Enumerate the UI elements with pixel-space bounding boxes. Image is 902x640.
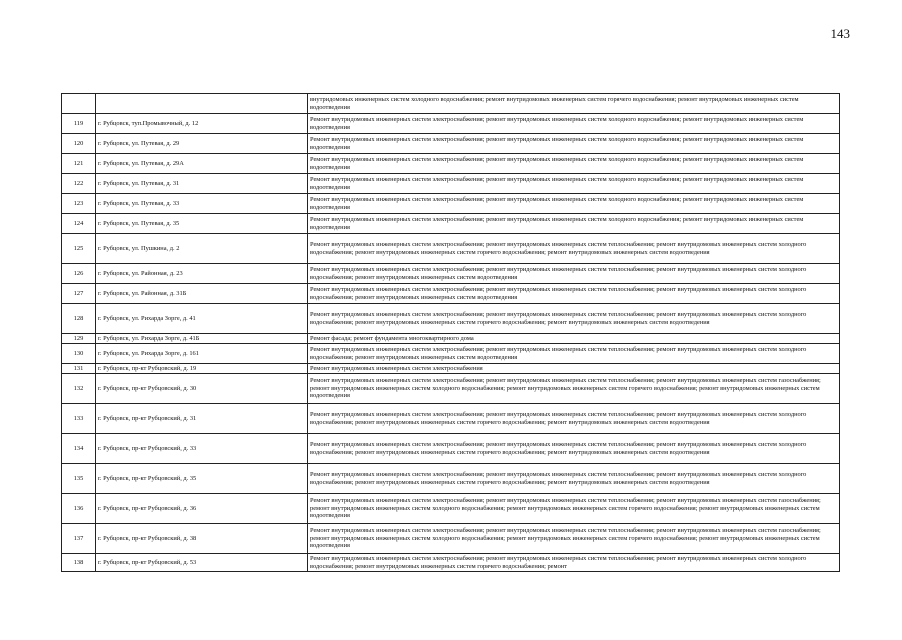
row-number: 137 xyxy=(62,524,96,554)
row-number xyxy=(62,94,96,114)
table-row xyxy=(62,264,840,284)
row-address xyxy=(96,94,308,114)
row-work-list: Ремонт внутридомовых инженерных систем электроснабжения; ремонт внутридомовых инженерных систем теплоснабжения; ремонт внутридомовых инженерных систем холодного водоснабжения; ремонт внутридомовых инженерных систем горячего водоснабжения; ремонт внутридомовых инженерных систем водоотведения xyxy=(308,304,840,334)
row-number: 136 xyxy=(62,494,96,524)
table-row xyxy=(62,494,840,524)
row-address: г. Рубцовск, ул. Путевая, д. 29 xyxy=(96,134,308,154)
row-work-list: Ремонт внутридомовых инженерных систем электроснабжения; ремонт внутридомовых инженерных систем теплоснабжения; ремонт внутридомовых инженерных систем холодного водоснабжения; ремонт внутридомовых инженерных систем горячего водоснабжения; ремонт xyxy=(308,554,840,572)
row-number: 130 xyxy=(62,344,96,364)
table-row xyxy=(62,114,840,134)
row-work-list: Ремонт внутридомовых инженерных систем электроснабжения; ремонт внутридомовых инженерных систем холодного водоснабжения; ремонт внутридомовых инженерных систем водоотведения xyxy=(308,154,840,174)
row-number: 128 xyxy=(62,304,96,334)
row-number: 127 xyxy=(62,284,96,304)
row-work-list: Ремонт внутридомовых инженерных систем электроснабжения; ремонт внутридомовых инженерных систем теплоснабжения; ремонт внутридомовых инженерных систем холодного водоснабжения; ремонт внутридомовых инженерных систем горячего водоснабжения; ремонт внутридомовых инженерных систем водоотведения xyxy=(308,404,840,434)
row-address: г. Рубцовск, ул. Рихарда Зорге, д. 41 xyxy=(96,304,308,334)
table-row xyxy=(62,524,840,554)
row-number: 123 xyxy=(62,194,96,214)
row-address: г. Рубцовск, ул. Путевая, д. 33 xyxy=(96,194,308,214)
row-address: г. Рубцовск, пр-кт Рубцовский, д. 19 xyxy=(96,364,308,374)
table-body xyxy=(62,94,840,572)
table-row xyxy=(62,364,840,374)
row-work-list: Ремонт внутридомовых инженерных систем электроснабжения xyxy=(308,364,840,374)
row-work-list: Ремонт внутридомовых инженерных систем электроснабжения; ремонт внутридомовых инженерных систем теплоснабжения; ремонт внутридомовых инженерных систем газоснабжения; ремонт внутридомовых инженерных систем холодного водоснабжения; ремонт внутридомовых инженерных систем горячего водоснабжения; ремонт внутридомовых инженерных систем водоотведения xyxy=(308,374,840,404)
row-work-list: Ремонт внутридомовых инженерных систем электроснабжения; ремонт внутридомовых инженерных систем холодного водоснабжения; ремонт внутридомовых инженерных систем водоотведения xyxy=(308,114,840,134)
row-address: г. Рубцовск, ул. Путевая, д. 31 xyxy=(96,174,308,194)
table-row xyxy=(62,374,840,404)
row-work-list: Ремонт внутридомовых инженерных систем электроснабжения; ремонт внутридомовых инженерных систем теплоснабжения; ремонт внутридомовых инженерных систем холодного водоснабжения; ремонт внутридомовых инженерных систем горячего водоснабжения; ремонт внутридомовых инженерных систем водоотведения xyxy=(308,434,840,464)
table-row xyxy=(62,304,840,334)
table-row xyxy=(62,404,840,434)
table-row xyxy=(62,464,840,494)
row-work-list: Ремонт внутридомовых инженерных систем электроснабжения; ремонт внутридомовых инженерных систем теплоснабжения; ремонт внутридомовых инженерных систем газоснабжения; ремонт внутридомовых инженерных систем холодного водоснабжения; ремонт внутридомовых инженерных систем горячего водоснабжения; ремонт внутридомовых инженерных систем водоотведения xyxy=(308,494,840,524)
table-row xyxy=(62,174,840,194)
row-number: 133 xyxy=(62,404,96,434)
table-row xyxy=(62,284,840,304)
row-address: г. Рубцовск, пр-кт Рубцовский, д. 33 xyxy=(96,434,308,464)
row-number: 124 xyxy=(62,214,96,234)
table-row xyxy=(62,434,840,464)
row-number: 119 xyxy=(62,114,96,134)
row-work-list: Ремонт внутридомовых инженерных систем электроснабжения; ремонт внутридомовых инженерных систем теплоснабжения; ремонт внутридомовых инженерных систем холодного водоснабжения; ремонт внутридомовых инженерных систем водоотведения xyxy=(308,264,840,284)
row-address: г. Рубцовск, пр-кт Рубцовский, д. 31 xyxy=(96,404,308,434)
table-row xyxy=(62,94,840,114)
row-address: г. Рубцовск, ул. Путевая, д. 35 xyxy=(96,214,308,234)
row-address: г. Рубцовск, ул. Районная, д. 23 xyxy=(96,264,308,284)
table-row xyxy=(62,344,840,364)
row-work-list: Ремонт внутридомовых инженерных систем электроснабжения; ремонт внутридомовых инженерных систем холодного водоснабжения; ремонт внутридомовых инженерных систем водоотведения xyxy=(308,174,840,194)
table-row xyxy=(62,234,840,264)
row-work-list: Ремонт внутридомовых инженерных систем электроснабжения; ремонт внутридомовых инженерных систем теплоснабжения; ремонт внутридомовых инженерных систем холодного водоснабжения; ремонт внутридомовых инженерных систем горячего водоснабжения; ремонт внутридомовых инженерных систем водоотведения xyxy=(308,464,840,494)
row-address: г. Рубцовск, пр-кт Рубцовский, д. 36 xyxy=(96,494,308,524)
row-number: 134 xyxy=(62,434,96,464)
row-work-list: внутридомовых инженерных систем холодного водоснабжения; ремонт внутридомовых инженерных систем горячего водоснабжения; ремонт внутридомовых инженерных систем водоотведения xyxy=(308,94,840,114)
row-address: г. Рубцовск, ул. Рихарда Зорге, д. 161 xyxy=(96,344,308,364)
table-row xyxy=(62,154,840,174)
row-address: г. Рубцовск, пр-кт Рубцовский, д. 38 xyxy=(96,524,308,554)
row-number: 138 xyxy=(62,554,96,572)
row-address: г. Рубцовск, ул. Районная, д. 31Б xyxy=(96,284,308,304)
repair-works-table xyxy=(61,93,840,572)
row-address: г. Рубцовск, туп.Промывочный, д. 12 xyxy=(96,114,308,134)
row-address: г. Рубцовск, пр-кт Рубцовский, д. 53 xyxy=(96,554,308,572)
row-address: г. Рубцовск, ул. Путевая, д. 29А xyxy=(96,154,308,174)
table-row xyxy=(62,334,840,344)
page-number: 143 xyxy=(830,26,850,41)
row-address: г. Рубцовск, ул. Рихарда Зорге, д. 41Б xyxy=(96,334,308,344)
row-address: г. Рубцовск, ул. Пушкина, д. 2 xyxy=(96,234,308,264)
row-number: 121 xyxy=(62,154,96,174)
row-number: 131 xyxy=(62,364,96,374)
table-row xyxy=(62,134,840,154)
row-work-list: Ремонт внутридомовых инженерных систем электроснабжения; ремонт внутридомовых инженерных систем теплоснабжения; ремонт внутридомовых инженерных систем холодного водоснабжения; ремонт внутридомовых инженерных систем водоотведения xyxy=(308,284,840,304)
row-work-list: Ремонт внутридомовых инженерных систем электроснабжения; ремонт внутридомовых инженерных систем холодного водоснабжения; ремонт внутридомовых инженерных систем водоотведения xyxy=(308,214,840,234)
row-work-list: Ремонт внутридомовых инженерных систем электроснабжения; ремонт внутридомовых инженерных систем холодного водоснабжения; ремонт внутридомовых инженерных систем водоотведения xyxy=(308,134,840,154)
row-address: г. Рубцовск, пр-кт Рубцовский, д. 30 xyxy=(96,374,308,404)
row-work-list: Ремонт внутридомовых инженерных систем электроснабжения; ремонт внутридомовых инженерных систем теплоснабжения; ремонт внутридомовых инженерных систем холодного водоснабжения; ремонт внутридомовых инженерных систем водоотведения xyxy=(308,344,840,364)
table-row xyxy=(62,214,840,234)
row-number: 129 xyxy=(62,334,96,344)
row-number: 132 xyxy=(62,374,96,404)
table-row xyxy=(62,194,840,214)
row-address: г. Рубцовск, пр-кт Рубцовский, д. 35 xyxy=(96,464,308,494)
row-work-list: Ремонт внутридомовых инженерных систем электроснабжения; ремонт внутридомовых инженерных систем теплоснабжения; ремонт внутридомовых инженерных систем газоснабжения; ремонт внутридомовых инженерных систем холодного водоснабжения; ремонт внутридомовых инженерных систем горячего водоснабжения; ремонт внутридомовых инженерных систем водоотведения xyxy=(308,524,840,554)
row-number: 120 xyxy=(62,134,96,154)
row-number: 135 xyxy=(62,464,96,494)
row-number: 122 xyxy=(62,174,96,194)
row-work-list: Ремонт внутридомовых инженерных систем электроснабжения; ремонт внутридомовых инженерных систем теплоснабжения; ремонт внутридомовых инженерных систем холодного водоснабжения; ремонт внутридомовых инженерных систем горячего водоснабжения; ремонт внутридомовых инженерных систем водоотведения xyxy=(308,234,840,264)
row-work-list: Ремонт внутридомовых инженерных систем электроснабжения; ремонт внутридомовых инженерных систем холодного водоснабжения; ремонт внутридомовых инженерных систем водоотведения xyxy=(308,194,840,214)
row-number: 125 xyxy=(62,234,96,264)
row-number: 126 xyxy=(62,264,96,284)
row-work-list: Ремонт фасада; ремонт фундамента многоквартирного дома xyxy=(308,334,840,344)
table-row xyxy=(62,554,840,572)
